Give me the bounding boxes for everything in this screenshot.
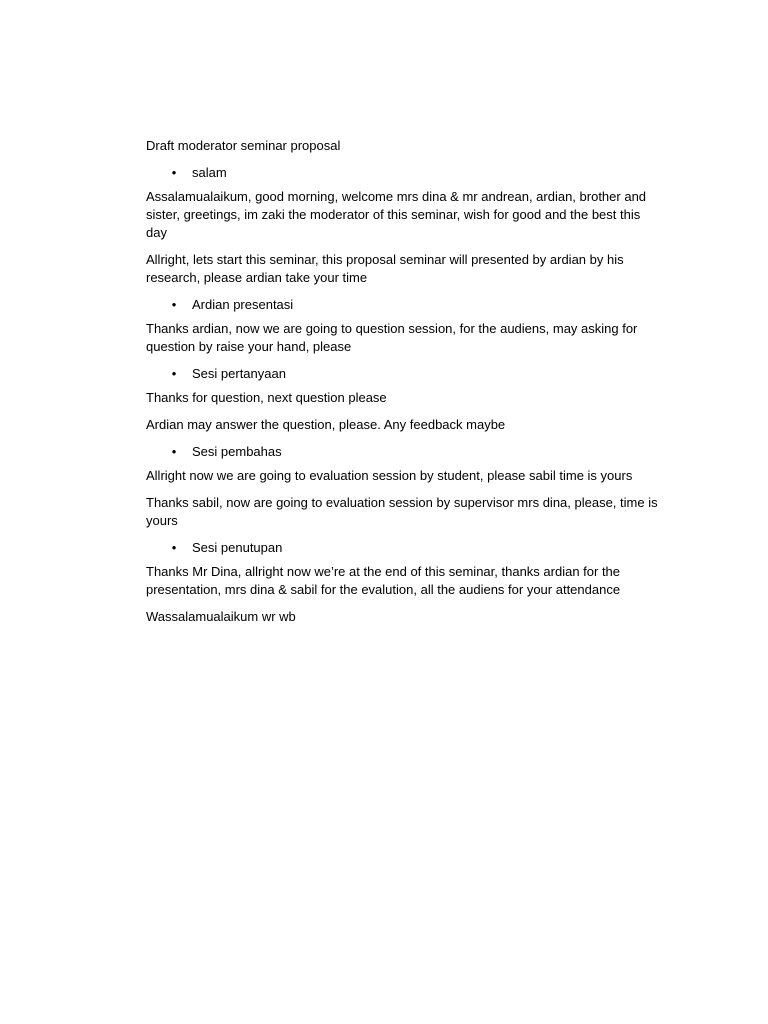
bullet-text: Sesi pertanyaan [192,366,286,381]
bullet-dot-icon: • [171,366,177,381]
paragraph: Thanks Mr Dina, allright now we’re at the end of this seminar, thanks ardian for the presentation, mrs dina & sabil for the evalution, all the audiens for your attendance [146,564,621,597]
bullet-item [146,164,658,182]
bullet-text: Sesi pembahas [192,444,282,459]
paragraph: Wassalamualaikum wr wb [146,609,296,624]
document-body [146,164,658,626]
bullet-dot-icon: • [171,165,177,180]
bullet-dot-icon: • [171,540,177,555]
paragraph: Thanks ardian, now we are going to question session, for the audiens, may asking for question by raise your hand, please [146,321,638,354]
bullet-dot-icon: • [171,444,177,459]
bullet-item [146,539,658,557]
paragraph: Allright, lets start this seminar, this proposal seminar will presented by ardian by his research, please ardian take your time [146,252,624,285]
paragraph: Assalamualaikum, good morning, welcome mrs dina & mr andrean, ardian, brother and sister, greetings, im zaki the moderator of this seminar, wish for good and the best this day [146,189,647,240]
paragraph: Ardian may answer the question, please. Any feedback maybe [146,417,506,432]
paragraph: Allright now we are going to evaluation session by student, please sabil time is yours [146,468,633,483]
document-title: Draft moderator seminar proposal [146,138,341,153]
bullet-text: Ardian presentasi [192,297,294,312]
bullet-item [146,443,658,461]
paragraph: Thanks for question, next question please [146,390,387,405]
bullet-text: salam [192,165,227,180]
bullet-dot-icon: • [171,297,177,312]
bullet-text: Sesi penutupan [192,540,283,555]
document-page [146,137,658,635]
paragraph: Thanks sabil, now are going to evaluation session by supervisor mrs dina, please, time is yours [146,495,658,528]
bullet-item [146,365,658,383]
bullet-item [146,296,658,314]
